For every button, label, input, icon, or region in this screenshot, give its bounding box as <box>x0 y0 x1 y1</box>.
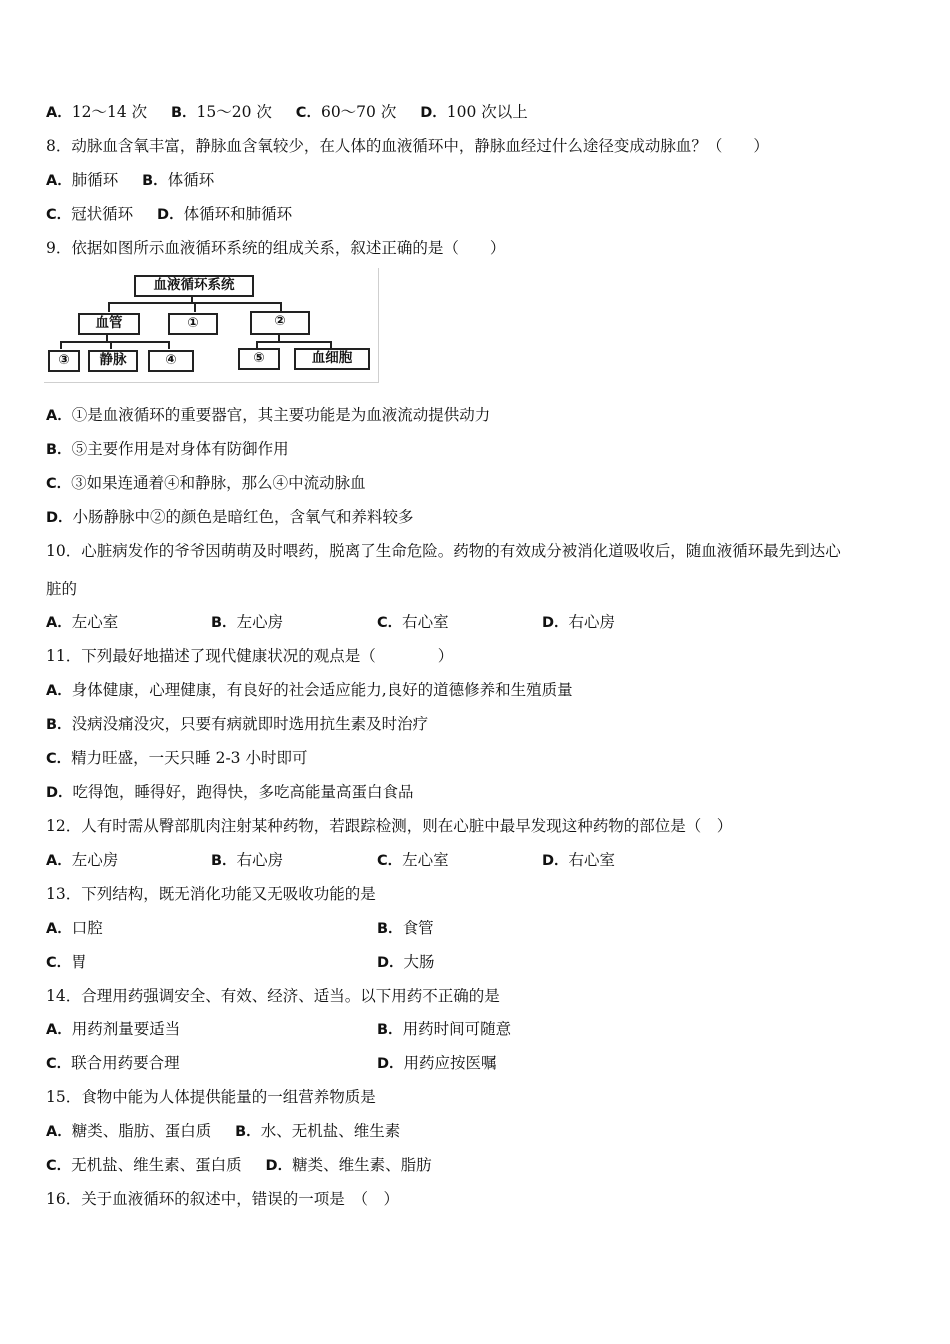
q11-option-c[interactable]: C．精力旺盛，一天只睡 2-3 小时即可 <box>46 749 308 767</box>
diagram-connector <box>278 333 280 341</box>
diagram-node-2-box: ② <box>250 311 310 335</box>
q8-options-cd <box>46 203 292 226</box>
diagram-node-3-box: ③ <box>48 350 80 372</box>
diagram-connector <box>168 341 170 349</box>
q14-option-d[interactable]: D．用药应按医嘱 <box>377 1054 497 1072</box>
q13-stem: 13．下列结构，既无消化功能又无吸收功能的是 <box>46 885 376 903</box>
q14-option-c[interactable]: C．联合用药要合理 <box>46 1054 180 1072</box>
q10-option-c[interactable]: C．右心室 <box>377 613 449 631</box>
q7-option-b[interactable]: B．15～20 次 <box>170 103 272 121</box>
q10-stem-line1: 10．心脏病发作的爷爷因萌萌及时喂药，脱离了生命危险。药物的有效成分被消化道吸收后，随血液循环最先到达心 <box>46 542 841 560</box>
q9-option-c[interactable]: C．③如果连通着④和静脉，那么④中流动脉血 <box>46 474 366 492</box>
circulatory-system-diagram <box>44 268 379 383</box>
q7-option-d[interactable]: D．100 次以上 <box>420 103 528 121</box>
q14-option-b[interactable]: B．用药时间可随意 <box>377 1020 512 1038</box>
diagram-node-1-box: ① <box>168 313 218 335</box>
q14-stem: 14．合理用药强调安全、有效、经济、适当。以下用药不正确的是 <box>46 987 500 1005</box>
q13-option-a[interactable]: A．口腔 <box>46 919 103 937</box>
q9-option-d[interactable]: D．小肠静脉中②的颜色是暗红色，含氧气和养料较多 <box>46 508 414 526</box>
diagram-connector <box>110 341 112 349</box>
diagram-connector <box>194 302 196 312</box>
q15-option-d[interactable]: D．糖类、维生素、脂肪 <box>265 1156 432 1174</box>
q9-option-b[interactable]: B．⑤主要作用是对身体有防御作用 <box>46 440 289 458</box>
q12-option-a[interactable]: A．左心房 <box>46 851 119 869</box>
q15-option-a[interactable]: A．糖类、脂肪、蛋白质 <box>46 1122 212 1140</box>
diagram-connector <box>108 302 110 312</box>
diagram-blood-cell-box: 血细胞 <box>294 348 370 370</box>
q10-option-b[interactable]: B．左心房 <box>211 613 284 631</box>
q7-option-c[interactable]: C．60～70 次 <box>295 103 397 121</box>
diagram-node-5-box: ⑤ <box>238 348 280 370</box>
diagram-connector <box>60 341 170 343</box>
q13-option-d[interactable]: D．大肠 <box>377 953 435 971</box>
q13-option-b[interactable]: B．食管 <box>377 919 434 937</box>
diagram-node-4-box: ④ <box>148 350 194 372</box>
diagram-connector <box>191 295 193 302</box>
q15-option-b[interactable]: B．水、无机盐、维生素 <box>235 1122 401 1140</box>
q11-option-a[interactable]: A．身体健康，心理健康，有良好的社会适应能力,良好的道德修养和生殖质量 <box>46 681 573 699</box>
q11-stem: 11．下列最好地描述了现代健康状况的观点是（ ） <box>46 647 454 665</box>
q13-option-c[interactable]: C．胃 <box>46 953 87 971</box>
q8-option-d[interactable]: D．体循环和肺循环 <box>157 205 293 223</box>
q7-option-a[interactable]: A．12～14 次 <box>46 103 148 121</box>
q8-option-a[interactable]: A．肺循环 <box>46 171 119 189</box>
q15-options-cd <box>46 1154 432 1177</box>
diagram-vein-box: 静脉 <box>88 350 138 372</box>
q15-options-ab <box>46 1120 400 1143</box>
diagram-connector <box>60 341 62 349</box>
q8-option-b[interactable]: B．体循环 <box>142 171 215 189</box>
q8-option-c[interactable]: C．冠状循环 <box>46 205 134 223</box>
q16-stem: 16．关于血液循环的叙述中，错误的一项是 （ ） <box>46 1190 399 1208</box>
q8-options-ab <box>46 169 214 192</box>
q12-option-c[interactable]: C．左心室 <box>377 851 449 869</box>
q9-option-a[interactable]: A．①是血液循环的重要器官，其主要功能是为血液流动提供动力 <box>46 406 491 424</box>
diagram-root-box: 血液循环系统 <box>134 275 254 297</box>
q10-stem-line2: 脏的 <box>46 580 78 598</box>
q7-options <box>46 101 528 124</box>
q9-stem: 9．依据如图所示血液循环系统的组成关系，叙述正确的是（ ） <box>46 239 506 257</box>
q11-option-b[interactable]: B．没病没痛没灾，只要有病就即时选用抗生素及时治疗 <box>46 715 429 733</box>
q10-option-a[interactable]: A．左心室 <box>46 613 119 631</box>
q15-stem: 15．食物中能为人体提供能量的一组营养物质是 <box>46 1088 376 1106</box>
diagram-connector <box>106 333 108 341</box>
q15-option-c[interactable]: C．无机盐、维生素、蛋白质 <box>46 1156 242 1174</box>
q8-stem: 8．动脉血含氧丰富，静脉血含氧较少，在人体的血液循环中，静脉血经过什么途径变成动脉血？（ ） <box>46 137 769 155</box>
q11-option-d[interactable]: D．吃得饱，睡得好，跑得快，多吃高能量高蛋白食品 <box>46 783 414 801</box>
q10-option-d[interactable]: D．右心房 <box>542 613 616 631</box>
diagram-connector <box>256 341 332 343</box>
q12-option-b[interactable]: B．右心房 <box>211 851 284 869</box>
q12-stem: 12．人有时需从臀部肌肉注射某种药物，若跟踪检测，则在心脏中最早发现这种药物的部位是（ ） <box>46 817 733 835</box>
diagram-blood-vessel-box: 血管 <box>78 313 140 335</box>
q12-option-d[interactable]: D．右心室 <box>542 851 616 869</box>
q14-option-a[interactable]: A．用药剂量要适当 <box>46 1020 181 1038</box>
